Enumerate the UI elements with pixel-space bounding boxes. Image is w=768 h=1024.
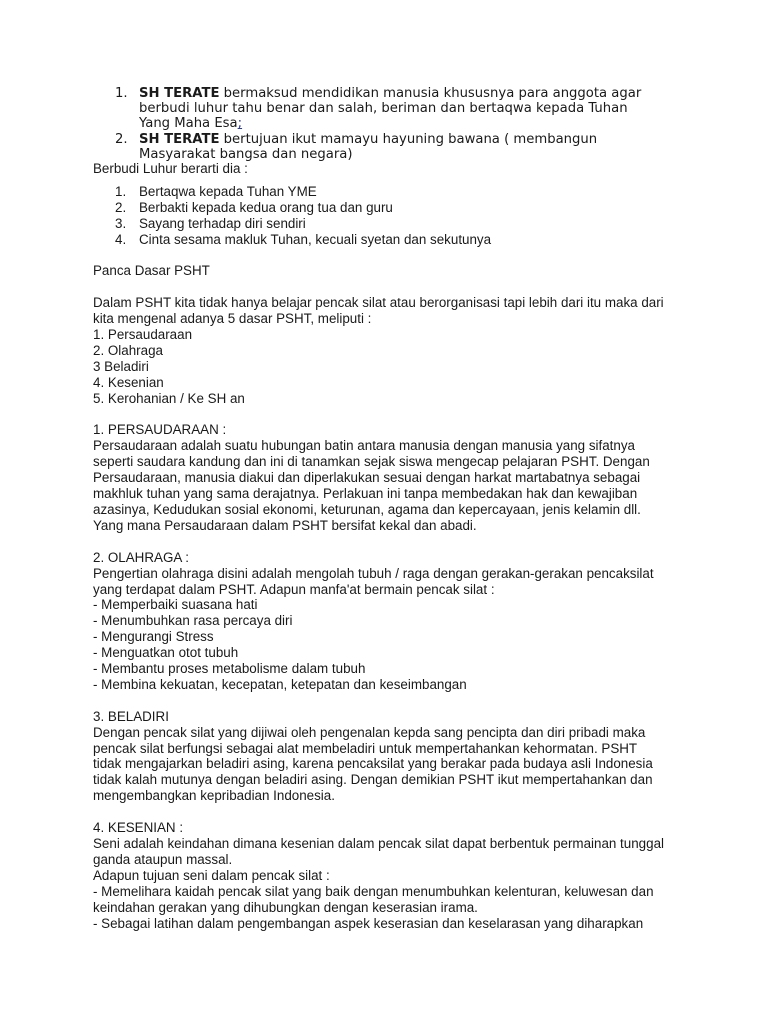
text-line: keindahan gerakan yang dihubungkan dengan keserasian irama. xyxy=(93,899,478,915)
section-heading: 4. KESENIAN : xyxy=(93,820,184,836)
list-item: - Sebagai latihan dalam pengembangan aspek keserasian dan keselarasan yang diharapkan xyxy=(93,915,644,931)
text-line: makhluk tuhan yang sama derajatnya. Perlakuan ini tanpa membedakan hak dan kewajiban xyxy=(93,486,638,502)
panca-title: Panca Dasar PSHT xyxy=(93,263,210,279)
list-number: 1. xyxy=(115,86,128,101)
tujuan-item-2 xyxy=(115,131,699,162)
berbudi-heading: Berbudi Luhur berarti dia : xyxy=(93,161,248,176)
bold-term: SH TERATE xyxy=(139,86,220,101)
text-line: seperti saudara kandung dan ini di tanamkan sejak siswa mengecap pelajaran PSHT. Dengan xyxy=(93,454,650,470)
list-item: - Mengurangi Stress xyxy=(93,629,214,645)
list-item: 1. Bertaqwa kepada Tuhan YME xyxy=(115,183,317,199)
list-item: - Memperbaiki suasana hati xyxy=(93,597,258,613)
bold-term: SH TERATE xyxy=(139,131,220,147)
text-line: Yang Maha Esa xyxy=(139,116,238,132)
list-item: - Memelihara kaidah pencak silat yang baik dengan menumbuhkan kelenturan, keluwesan dan xyxy=(93,883,654,899)
text-line: Masyarakat bangsa dan negara) xyxy=(139,146,353,162)
text-line: Dalam PSHT kita tidak hanya belajar pencak silat atau berorganisasi tapi lebih dari itu maka dari xyxy=(93,295,664,311)
text-line: bertujuan ikut mamayu hayuning bawana ( membangun xyxy=(219,131,598,147)
text-line: Persaudaraan, manusia diakui dan diperlakukan sesuai dengan harkat martabatnya sebagai xyxy=(93,470,641,486)
text-line: Yang mana Persaudaraan dalam PSHT bersifat kekal dan abadi. xyxy=(93,517,477,533)
document-body xyxy=(93,161,683,931)
list-item: 5. Kerohanian / Ke SH an xyxy=(93,390,245,406)
text-line: Persaudaraan adalah suatu hubungan batin antara manusia dengan manusia yang sifatnya xyxy=(93,438,635,454)
section-heading: 3. BELADIRI xyxy=(93,708,169,724)
list-item: 4. Cinta sesama makluk Tuhan, kecuali syetan dan sekutunya xyxy=(115,231,492,247)
tujuan-item-1 xyxy=(115,86,699,132)
list-number: 2. xyxy=(115,131,128,147)
list-item: 4. Kesenian xyxy=(93,374,164,390)
list-item: 3. Sayang terhadap diri sendiri xyxy=(115,215,306,231)
text-line: yang terdapat dalam PSHT. Adapun manfa'at bermain pencak silat : xyxy=(93,581,495,597)
text-line: berbudi luhur tahu benar dan salah, beriman dan bertaqwa kepada Tuhan xyxy=(139,101,628,117)
text-line: tidak kalah mutunya dengan beladiri asing. Dengan demikian PSHT ikut mempertahankan dan xyxy=(93,772,653,788)
text-line: mengembangkan kepribadian Indonesia. xyxy=(93,788,335,804)
list-item: - Menguatkan otot tubuh xyxy=(93,645,239,661)
list-item: - Membina kekuatan, kecepatan, ketepatan dan keseimbangan xyxy=(93,676,467,692)
text-line: kita mengenal adanya 5 dasar PSHT, meliputi : xyxy=(93,311,372,327)
section-heading: 1. PERSAUDARAAN : xyxy=(93,422,227,438)
list-item: 2. Berbakti kepada kedua orang tua dan guru xyxy=(115,199,393,215)
text-line: Pengertian olahraga disini adalah mengolah tubuh / raga dengan gerakan-gerakan pencaksilat xyxy=(93,565,654,581)
text-line: ganda ataupun massal. xyxy=(93,851,233,867)
list-item: 2. Olahraga xyxy=(93,342,163,358)
list-item: - Membantu proses metabolisme dalam tubuh xyxy=(93,661,366,677)
berbudi-list xyxy=(93,184,683,248)
text-line: Seni adalah keindahan dimana kesenian dalam pencak silat dapat berbentuk permainan tunggal xyxy=(93,835,664,851)
text-line: azasinya, Kedudukan sosial ekonomi, keturunan, agama dan kepercayaan, jenis kelamin dll. xyxy=(93,501,641,517)
text-line: Adapun tujuan seni dalam pencak silat : xyxy=(93,867,330,883)
text-line: Dengan pencak silat yang dijiwai oleh pengenalan kepda sang pencipta dan diri pribadi maka xyxy=(93,724,646,740)
text-line: tidak mengajarkan beladiri asing, karena pencaksilat yang berakar pada budaya asli Indonesia xyxy=(93,756,653,772)
text-line: pencak silat berfungsi sebagai alat membeladiri untuk mempertahankan kehormatan. PSHT xyxy=(93,740,638,756)
section-heading: 2. OLAHRAGA : xyxy=(93,549,190,565)
list-item: 3 Beladiri xyxy=(93,358,149,374)
text-line: bermaksud mendidikan manusia khususnya para anggota agar xyxy=(219,86,642,101)
tujuan-list xyxy=(115,86,699,162)
list-item: 1. Persaudaraan xyxy=(93,327,193,343)
list-item: - Menumbuhkan rasa percaya diri xyxy=(93,613,293,629)
hyperlink[interactable]: ; xyxy=(237,116,243,132)
